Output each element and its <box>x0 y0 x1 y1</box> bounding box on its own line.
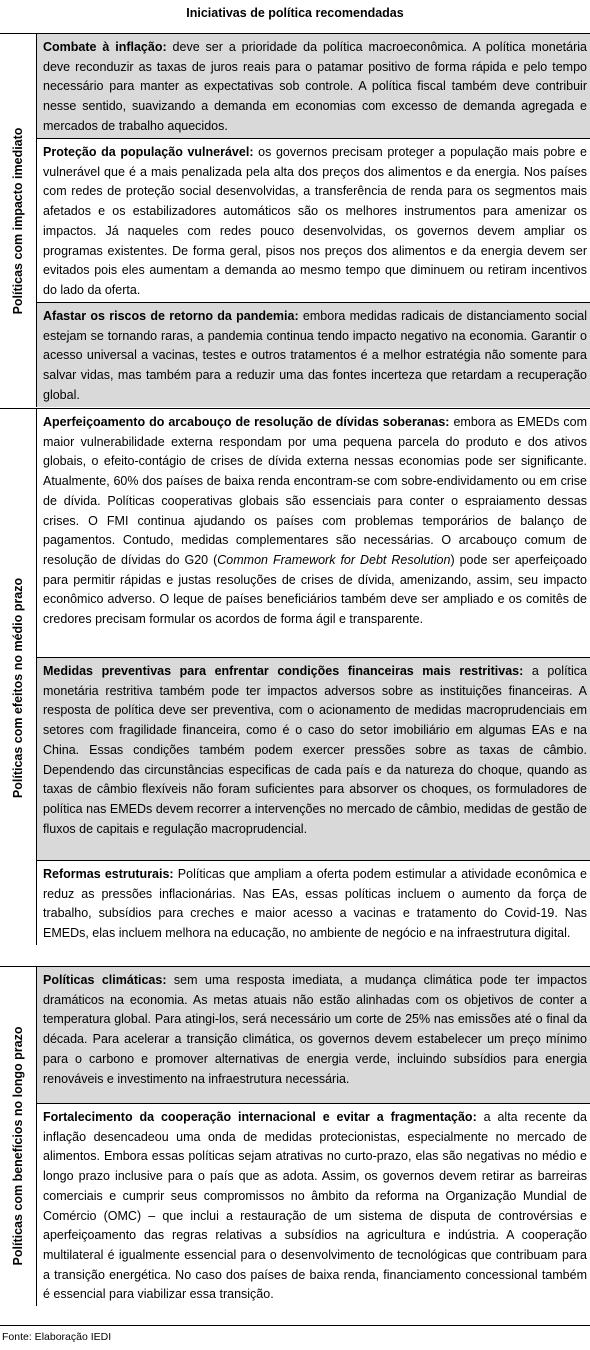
policy-row <box>36 34 590 139</box>
table-title: Iniciativas de política recomendadas <box>186 6 404 20</box>
policy-text <box>43 662 587 839</box>
policy-body: os governos precisam proteger a população mais pobre e vulnerável que é a mais penalizada pela alta dos preços dos alimentos e da energia. Nos países com redes de proteção social desenvolvidas, a transferência de renda para os segmentos mais afetados e os estabilizadores automáticos são os melhores instrumentos para amenizar os impactos. Já naqueles com redes pouco desenvolvidas, os governos devem ampliar os programas existentes. De forma geral, pisos nos preços dos alimentos e da energia devem ser evitados pois eles aumentam a demanda ao mesmo tempo que diminuem ou retiram incentivos do lado da oferta. <box>43 145 587 297</box>
policy-row <box>36 139 590 303</box>
policy-body: deve ser a prioridade da política macroeconômica. A política monetária deve reconduzir as taxas de juros reais para o patamar positivo de forma rápida e pelo tempo necessário para manter as expectativas sob controle. A política fiscal também deve contribuir nesse sentido, suavizando a demanda em economias com excesso de demanda agregada e mercados de trabalho aquecidos. <box>43 40 587 133</box>
policy-heading: Medidas preventivas para enfrentar condições financeiras mais restritivas: <box>43 664 524 678</box>
policy-text <box>43 413 587 630</box>
policy-italic: Common Framework for Debt Resolution <box>217 552 451 567</box>
group-label: Políticas com impacto imediato <box>11 127 25 315</box>
group-medium-term <box>0 409 590 967</box>
group-long-term <box>0 967 590 1325</box>
policy-heading: Fortalecimento da cooperação internacional e evitar a fragmentação: <box>43 1110 477 1124</box>
policy-text <box>43 1108 587 1305</box>
group-label-cell <box>0 967 36 1325</box>
policy-row <box>36 1104 590 1306</box>
source-note: Fonte: Elaboração IEDI <box>2 1331 112 1343</box>
policy-body: sem uma resposta imediata, a mudança climática pode ter impactos dramáticos na economia. As metas atuais não estão alinhadas com os objetivos de conter a temperatura global. Para atingi-los, será necessário um corte de 25% nas emissões até o final da década. Para acelerar a transição climática, os governos devem estabelecer um preço mínimo para o carbono e promover alternativas de energia verde, incluindo subsídios para energia renováveis e investimento na infraestrutura necessária. <box>43 973 587 1086</box>
policy-row <box>36 861 590 945</box>
group-rows <box>36 34 590 408</box>
group-label: Políticas com efeitos no médio prazo <box>11 577 25 798</box>
group-label: Políticas com benefícios no longo prazo <box>11 1026 25 1266</box>
policy-body: a política monetária restritiva também pode ter impactos adversos sobre as instituições financeiras. A resposta de política deve ser preventiva, com o acionamento de medidas macroprudenciais em setores com fragilidade financeira, como é o caso do setor imobiliário em algumas EAs e na China. Essas condições também podem exercer pressões sobre as taxas de câmbio. Dependendo das circunstâncias especificas de cada país e da natureza do choque, quando as taxas de câmbio flexíveis não foram suficientes para absorver os choques, os formuladores de política nas EMEDs devem recorrer a intervenções no mercado de câmbio, medidas de gestão de fluxos de capitais e regulação macroprudencial. <box>43 664 587 836</box>
policy-heading: Aperfeiçoamento do arcabouço de resolução de dívidas soberanas: <box>43 415 450 429</box>
group-label-cell <box>0 34 36 408</box>
policy-body: Políticas que ampliam a oferta podem estimular a atividade econômica e reduz as pressões inflacionárias. Nas EAs, essas políticas incluem o aumento da força de trabalho, subsídios para creches e maior acesso a vacinas e tratamento do Covid-19. Nas EMEDs, elas incluem melhora na educação, no ambiente de negócio e na infraestrutura digital. <box>43 867 587 941</box>
policy-row <box>36 409 590 658</box>
policy-heading: Proteção da população vulnerável: <box>43 145 254 159</box>
group-label-cell <box>0 409 36 966</box>
policy-row <box>36 658 590 861</box>
policy-heading: Políticas climáticas: <box>43 973 167 987</box>
policy-text <box>43 38 587 137</box>
policy-heading: Reformas estruturais: <box>43 867 174 881</box>
policy-text <box>43 971 587 1089</box>
group-rows <box>36 967 590 1325</box>
policy-table <box>0 33 590 1326</box>
policy-heading: Combate à inflação: <box>43 40 167 54</box>
policy-body: embora as EMEDs com maior vulnerabilidade externa respondam por uma pequena parcela do produto e dos ativos globais, o efeito-contágio de crises de dívida externa nessas economias pode ser significante. Atualmente, 60% dos países de baixa renda encontram-se com sobre-endividamento ou em crise de dívida. Políticas cooperativas globais são essenciais para conter o espraiamento dessas crises. O FMI continua ajudando os países com problemas temporários de balanço de pagamentos. Contudo, medidas complementares são necessárias. O arcabouço comum de resolução de dívidas do G20 ( <box>43 415 587 567</box>
group-immediate <box>0 34 590 409</box>
group-rows <box>36 409 590 966</box>
policy-text <box>43 143 587 301</box>
policy-heading: Afastar os riscos de retorno da pandemia: <box>43 309 299 323</box>
policy-row <box>36 303 590 407</box>
policy-body-cont: ) pode ser aperfeiçoado para permitir rápidas e justas resoluções de crises de dívida, amenizando, assim, seu impacto econômico adverso. O leque de países beneficiários também deve ser ampliado e os comitês de credores precisam formular os acordos de forma ágil e transparente. <box>43 552 587 627</box>
policy-body: embora medidas radicais de distanciamento social estejam se tornando raras, a pandemia continua tendo impacto negativo na economia. Garantir o acesso universal a vacinas, testes e outros tratamentos é a melhor estratégia não somente para salvar vidas, mas também para a reduzir uma das fontes incerteza que retardam a recuperação global. <box>43 309 587 402</box>
policy-text <box>43 307 587 406</box>
policy-row <box>36 967 590 1104</box>
policy-body: a alta recente da inflação desencadeou uma onda de medidas protecionistas, especialmente no mercado de alimentos. Embora essas políticas sejam atrativas no curto-prazo, elas são negativas no médio e longo prazo inclusive para o país que as adota. Assim, os governos devem retirar as barreiras comerciais e cumprir seus compromissos no âmbito da reforma na Organização Mundial de Comércio (OMC) – que inclui a restauração de um sistema de disputa de controvérsias e aperfeiçoamento das regras relativas a subsídios na agricultura e indústria. A cooperação multilateral é igualmente essencial para o desenvolvimento de tecnológicas que contribuam para a transição energética. No caso dos países de baixa renda, financiamento concessional também é essencial para viabilizar essa transição. <box>43 1110 587 1302</box>
policy-text <box>43 865 587 944</box>
